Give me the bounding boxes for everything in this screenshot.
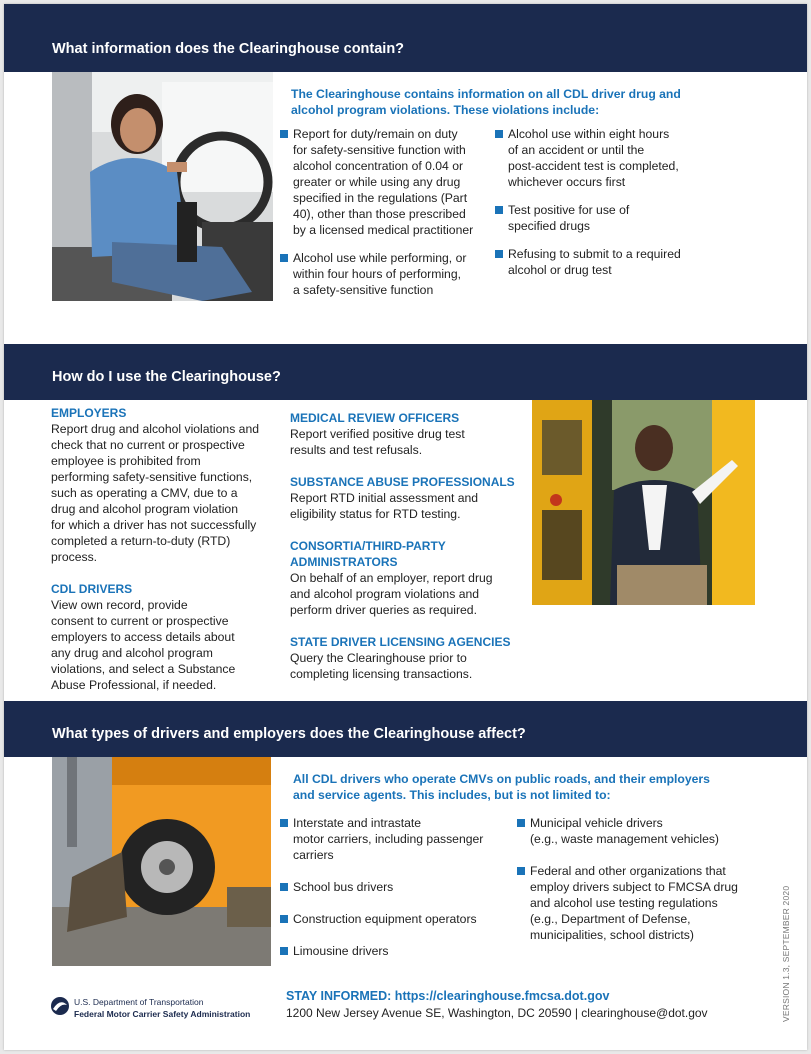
section3-intro-line: and service agents. This includes, but is not limited to: (293, 788, 611, 802)
fmcsa-name: Federal Motor Carrier Safety Administration (74, 1009, 251, 1019)
street-sweeper-photo (52, 757, 271, 966)
violation-item: Refusing to submit to a required alcohol or drug test (495, 246, 681, 278)
violation-item: Test positive for use of specified drugs (495, 202, 629, 234)
violation-item: Alcohol use while performing, or within four hours of performing, a safety-sensitive function (280, 250, 466, 298)
section1-heading: What information does the Clearinghouse contain? (52, 41, 405, 57)
section3-heading: What types of drivers and employers does the Clearinghouse affect? (52, 726, 526, 742)
driver-type-item: School bus drivers (280, 879, 393, 895)
mro-text: Report verified positive drug test results and test refusals. (290, 427, 465, 457)
dot-name: U.S. Department of Transportation (74, 997, 204, 1007)
driver-type-item: Limousine drivers (280, 943, 389, 959)
fact-sheet-page (4, 4, 807, 1050)
sdla-text: Query the Clearinghouse prior to completing licensing transactions. (290, 651, 473, 681)
section3-header-band (4, 701, 807, 757)
cdl-drivers-text: View own record, provide consent to current or prospective employers to access details about any drug and alcohol program violations, and select a Substance Abuse Professional, if needed. (51, 598, 236, 692)
driver-type-item: Construction equipment operators (280, 911, 477, 927)
section1-intro-line: The Clearinghouse contains information on all CDL driver drug and (291, 87, 681, 101)
cdl-drivers-heading: CDL DRIVERS (51, 582, 133, 596)
sdla-heading: STATE DRIVER LICENSING AGENCIES (290, 635, 511, 649)
section1-intro (291, 86, 681, 118)
sap-text: Report RTD initial assessment and eligibility status for RTD testing. (290, 491, 479, 521)
sap-heading: SUBSTANCE ABUSE PROFESSIONALS (290, 475, 515, 489)
driver-type-item: Municipal vehicle drivers (e.g., waste management vehicles) (517, 815, 719, 847)
section3-intro-line: All CDL drivers who operate CMVs on public roads, and their employers (293, 772, 710, 786)
section2-heading: How do I use the Clearinghouse? (52, 369, 281, 385)
ctpa-heading: CONSORTIA/THIRD-PARTY ADMINISTRATORS (290, 539, 446, 569)
employers-text: Report drug and alcohol violations and check that no current or prospective employee is prohibited from performing safety-sensitive functions, such as operating a CMV, due to a drug and alcohol program violation for which a driver has not successfully completed a return-to-duty (RTD) process. (51, 422, 260, 564)
violation-item: Report for duty/remain on duty for safety-sensitive function with alcohol concentration of 0.04 or greater or while using any drug specified in the regulations (Part 40), other than those prescribed by a licensed medical practitioner (280, 126, 473, 238)
section2-header-band (4, 344, 807, 400)
bus-driver-photo (532, 400, 755, 605)
mro-heading: MEDICAL REVIEW OFFICERS (290, 411, 460, 425)
section3-intro (293, 771, 710, 803)
dot-logo-icon (50, 996, 70, 1016)
driver-type-item: Federal and other organizations that employ drivers subject to FMCSA drug and alcohol use testing regulations (e.g., Department of Defense, municipalities, school districts) (517, 863, 738, 943)
violation-item: Alcohol use within eight hours of an accident or until the post-accident test is completed, whichever occurs first (495, 126, 679, 190)
stay-informed-link[interactable]: STAY INFORMED: https://clearinghouse.fmcsa.dot.gov (286, 989, 610, 1003)
truck-driver-photo (52, 72, 273, 301)
section1-header-band (4, 4, 807, 72)
contact-address: 1200 New Jersey Avenue SE, Washington, DC 20590 | clearinghouse@dot.gov (286, 1006, 708, 1020)
ctpa-text: On behalf of an employer, report drug and alcohol program violations and perform driver queries as required. (290, 571, 493, 617)
driver-type-item: Interstate and intrastate motor carriers, including passenger carriers (280, 815, 483, 863)
employers-heading: EMPLOYERS (51, 406, 127, 420)
version-label: VERSION 1.3, SEPTEMBER 2020 (781, 885, 791, 1022)
section1-intro-line: alcohol program violations. These violations include: (291, 103, 600, 117)
